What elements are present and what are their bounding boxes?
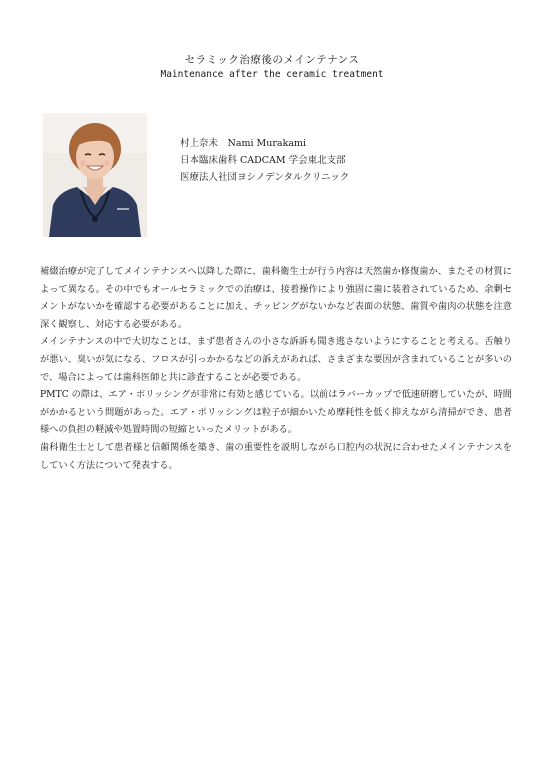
paragraph-2: メインテナンスの中で大切なことは、まず患者さんの小さな訴訴も聞き逃さないようにすることと考える。舌触りが悪い、臭いが気になる、フロスが引っかかるなどの訴えがあれば、さまざまな要因が含まれていることが多いので、場合によっては歯科医師と共に診査することが必要である。	[40, 336, 512, 383]
portrait-illustration	[43, 113, 147, 237]
author-affiliation-clinic: 医療法人社団ヨシノデンタルクリニック	[180, 172, 350, 183]
paragraph-3: PMTC の際は、エア・ポリッシングが非常に有効と感じている。以前はラバーカップで低速研磨していたが、時間がかかるという問題があった。エア・ポリッシングは粒子が細かいため摩耗性を低く抑えながら清掃ができ、患者様への負担の軽減や処置時間の短縮といったメリットがある。	[40, 389, 512, 436]
author-photo	[43, 113, 147, 237]
title-english: Maintenance after the ceramic treatment	[160, 69, 384, 80]
abstract-body	[40, 263, 512, 474]
author-affiliation-society: 日本臨床歯科 CADCAM 学会東北支部	[180, 155, 346, 166]
author-info	[180, 135, 349, 186]
author-name: 村上奈未 Nami Murakami	[180, 138, 307, 149]
paragraph-1: 補綴治療が完了してメインテナンスへ以降した際に、歯科衛生士が行う内容は天然歯か修復歯か、またその材質によって異なる。その中でもオールセラミックでの治療は、接着操作により強固に歯に装着されているため、余剰セメントがないかを確認する必要があることに加え、チッピングがないかなど表面の状態、歯質や歯肉の状態を注意深く観察し、対応する必要がある。	[40, 266, 512, 330]
title-japanese: セラミック治療後のメインテナンス	[184, 54, 360, 66]
paragraph-4: 歯科衛生士として患者様と信頼関係を築き、歯の重要性を説明しながら口腔内の状況に合わせたメインテナンスをしていく方法について発表する。	[40, 441, 512, 471]
